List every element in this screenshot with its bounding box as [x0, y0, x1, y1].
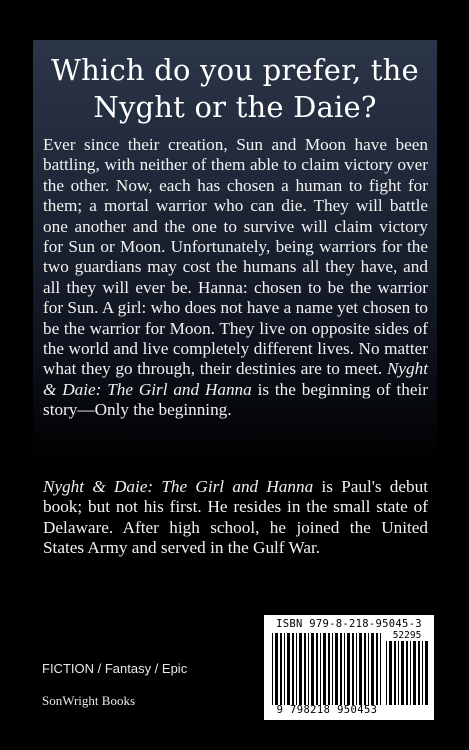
barcode-bar [316, 633, 318, 705]
barcode-bar [292, 633, 294, 705]
barcode-bar [304, 633, 306, 705]
barcode-bar [272, 633, 273, 705]
barcode-bar [389, 641, 392, 705]
barcode-bar [371, 633, 374, 705]
genre-label: FICTION / Fantasy / Epic [42, 661, 188, 676]
barcode-bar [418, 641, 420, 705]
barcode-bar [347, 633, 350, 705]
barcode-bar [340, 633, 342, 705]
ean-digits: 9 798218 950453 [276, 704, 378, 716]
headline: Which do you prefer, the Nyght or the Daie? [51, 53, 419, 124]
barcode-bar [380, 633, 381, 705]
barcode-bar [328, 633, 330, 705]
barcode-bar [401, 641, 404, 705]
barcode-bar [413, 641, 416, 705]
barcode-bar [275, 633, 278, 705]
isbn-label: ISBN 979-8-218-95045-3 [276, 618, 422, 630]
blurb-text-part2: is the beginning of their story—Only the beginning. [43, 379, 428, 420]
bio-book-title: Nyght & Daie: The Girl and Hanna [43, 477, 314, 496]
barcode-bar [280, 633, 282, 705]
barcode-bar [344, 633, 345, 705]
barcode-bar [356, 633, 357, 705]
barcode-bar [364, 633, 366, 705]
isbn-barcode [264, 615, 434, 720]
barcode-bar [284, 633, 285, 705]
barcode-bar [425, 641, 428, 705]
barcode-bar [323, 633, 326, 705]
barcode-bar [394, 641, 396, 705]
barcode-bar [332, 633, 333, 705]
barcode-bars [272, 633, 384, 705]
barcode-bar [359, 633, 362, 705]
barcode-bar [296, 633, 297, 705]
bio-text: is Paul's debut book; but not his first. He resides in the small state of Delaware. After high school, he joined the United States Army and served in the Gulf War. [43, 477, 428, 558]
author-bio [43, 477, 428, 559]
barcode-bar [287, 633, 290, 705]
barcode-bar [386, 641, 387, 705]
barcode-bar [406, 641, 408, 705]
addon-digits: 52295 [392, 630, 422, 641]
barcode-bar [308, 633, 309, 705]
barcode-bar [376, 633, 378, 705]
barcode-bar [311, 633, 314, 705]
barcode-bar [368, 633, 369, 705]
barcode-bar [422, 641, 423, 705]
publisher-name: SonWright Books [42, 693, 136, 708]
barcode-bar [398, 641, 399, 705]
barcode-bar [335, 633, 338, 705]
blurb-text-part1: Ever since their creation, Sun and Moon have been battling, with neither of them able to claim victory over the other. Now, each has chosen a human to fight for them; a mortal warrior who can die. They will battle one another and the one to survive will claim victory for Sun or Moon. Unfortunately, being warriors for the two guardians may cost the humans all they have, and all they will ever be. Hanna: chosen to be the warrior for Sun. A girl: who does not have a name yet chosen to be the warrior for Moon. They live on opposite sides of the world and live completely different lives. No matter what they go through, their destinies are to meet. [43, 135, 428, 379]
barcode-bar [299, 633, 302, 705]
blurb-book-title: Nyght & Daie: The Girl and Hanna [43, 359, 428, 399]
addon-barcode-bars [386, 641, 430, 705]
barcode-bar [320, 633, 321, 705]
barcode-bar [410, 641, 411, 705]
barcode-bar [352, 633, 354, 705]
blurb-paragraph [43, 135, 428, 421]
